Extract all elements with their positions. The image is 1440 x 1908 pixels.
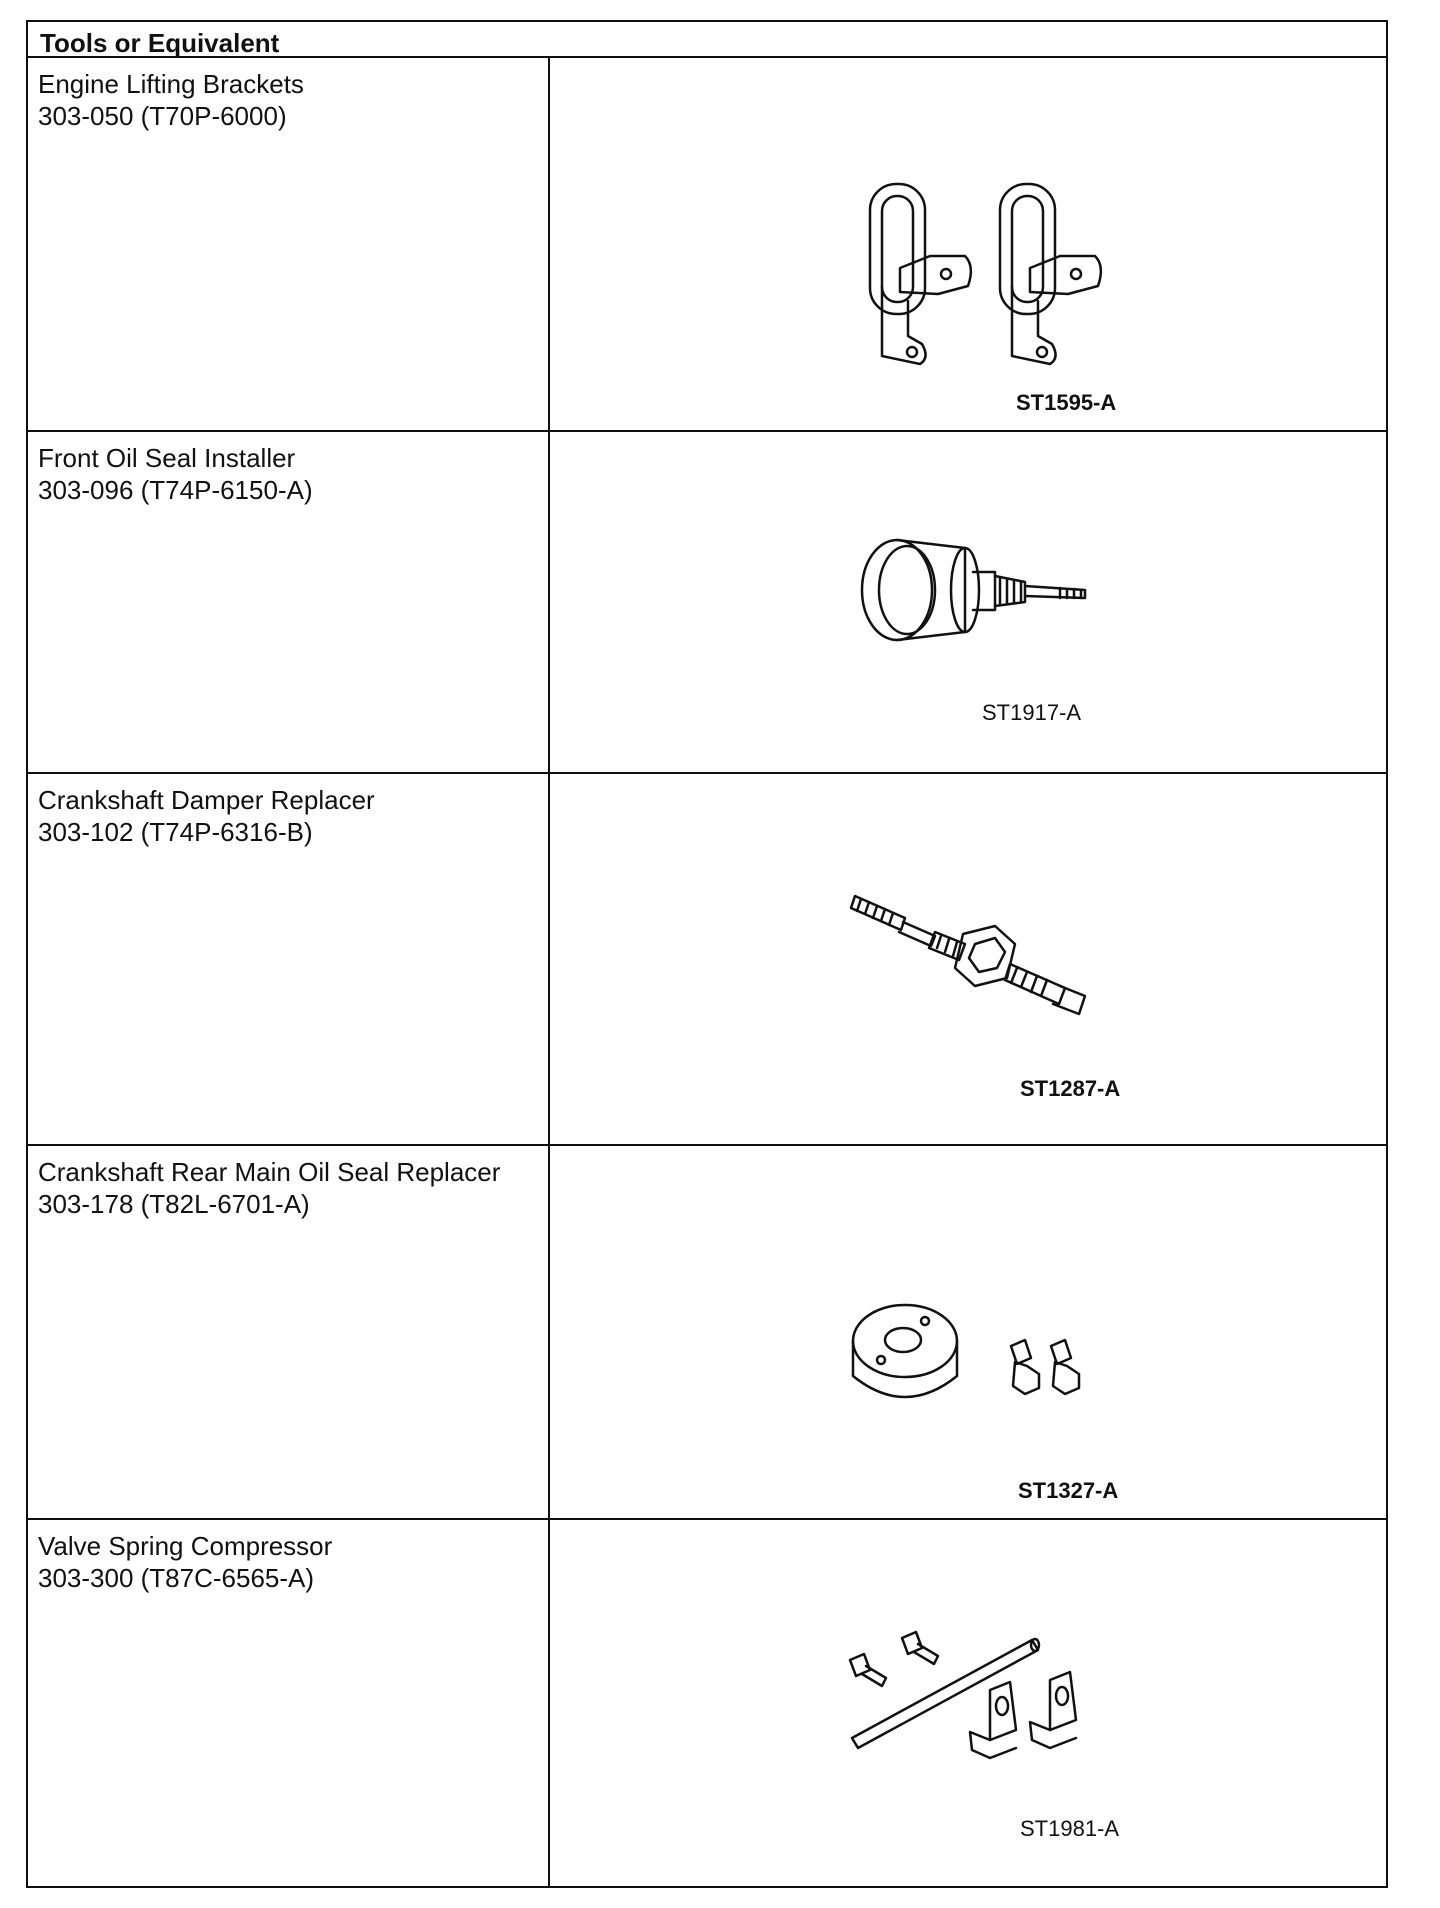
table-row — [28, 58, 1386, 432]
tool-number: 303-102 (T74P-6316-B) — [38, 817, 313, 847]
tool-number: 303-300 (T87C-6565-A) — [38, 1563, 315, 1593]
table-header — [28, 22, 1386, 58]
tool-illustration-cell — [550, 774, 1386, 1144]
crankshaft-rear-main-oil-seal-replacer-illustration — [845, 1296, 1105, 1426]
tool-description-cell — [28, 1520, 550, 1886]
front-oil-seal-installer-illustration — [855, 532, 1115, 652]
illustration-code: ST1917-A — [982, 700, 1082, 725]
tool-name: Front Oil Seal Installer — [38, 443, 296, 473]
tool-illustration-cell — [550, 432, 1386, 772]
illustration-code: ST1981-A — [1020, 1816, 1120, 1841]
tool-illustration-cell — [550, 1520, 1386, 1886]
table-row — [28, 432, 1386, 774]
illustration-code: ST1595-A — [1016, 390, 1117, 415]
engine-lifting-brackets-illustration — [860, 176, 1130, 376]
valve-spring-compressor-illustration — [840, 1620, 1120, 1800]
tool-description-cell — [28, 1146, 550, 1518]
tool-description-cell — [28, 774, 550, 1144]
table-row — [28, 1520, 1386, 1886]
tool-illustration-cell — [550, 58, 1386, 430]
crankshaft-damper-replacer-illustration — [845, 886, 1105, 1036]
tool-number: 303-096 (T74P-6150-A) — [38, 475, 313, 505]
table-row — [28, 1146, 1386, 1520]
tool-description-cell — [28, 432, 550, 772]
tool-illustration-cell — [550, 1146, 1386, 1518]
tool-name: Crankshaft Rear Main Oil Seal Replacer — [38, 1157, 501, 1187]
illustration-code: ST1287-A — [1020, 1076, 1121, 1101]
table-row — [28, 774, 1386, 1146]
header-title: Tools or Equivalent — [40, 28, 280, 58]
tools-table — [26, 20, 1388, 1888]
tool-name: Crankshaft Damper Replacer — [38, 785, 375, 815]
tool-name: Valve Spring Compressor — [38, 1531, 333, 1561]
tool-number: 303-178 (T82L-6701-A) — [38, 1189, 310, 1219]
tool-description-cell — [28, 58, 550, 430]
tool-name: Engine Lifting Brackets — [38, 69, 304, 99]
illustration-code: ST1327-A — [1018, 1478, 1119, 1503]
tool-number: 303-050 (T70P-6000) — [38, 101, 287, 131]
